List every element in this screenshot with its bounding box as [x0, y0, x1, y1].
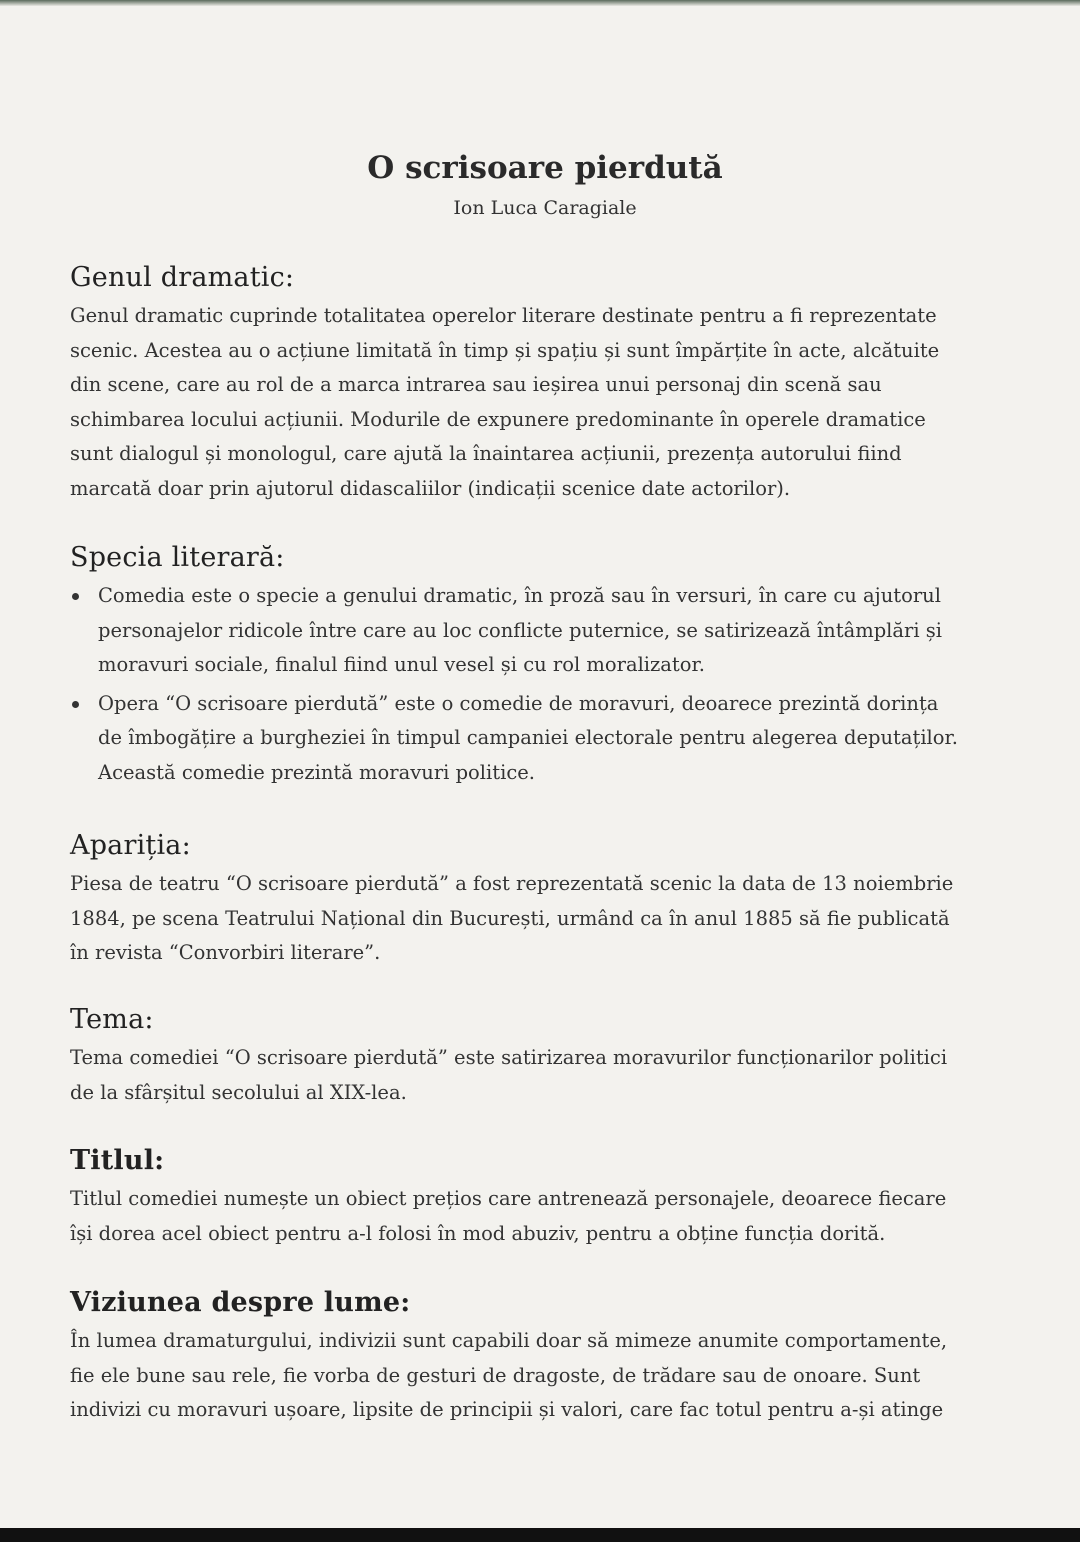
- text-line: indivizi cu moravuri ușoare, lipsite de principii și valori, care fac totul pentru a-și atinge: [70, 1398, 944, 1421]
- text-line: Genul dramatic cuprinde totalitatea operelor literare destinate pentru a fi reprezentate: [70, 304, 937, 327]
- text-line: Comedia este o specie a genului dramatic, în proză sau în versuri, în care cu ajutorul: [98, 584, 941, 607]
- page-bottom-edge: [0, 1528, 1080, 1542]
- document-title: O scrisoare pierdută: [367, 150, 723, 186]
- text-line: își dorea acel obiect pentru a-l folosi în mod abuziv, pentru a obține funcția dorită.: [70, 1221, 886, 1245]
- text-line: scenic. Acestea au o acțiune limitată în timp și spațiu și sunt împărțite în acte, alcătuite: [70, 338, 940, 362]
- section-genul-dramatic: [70, 262, 1020, 506]
- text-line: fie ele bune sau rele, fie vorba de gesturi de dragoste, de trădare sau de onoare. Sunt: [70, 1363, 921, 1387]
- text-line: Tema comediei “O scrisoare pierdută” este satirizarea moravurilor funcționarilor politici: [70, 1046, 948, 1069]
- document-author: Ion Luca Caragiale: [453, 197, 637, 219]
- text-line: Titlul comediei numește un obiect prețios care antrenează personajele, deoarece fiecare: [70, 1187, 947, 1210]
- text-line: moravuri sociale, finalul fiind unul vesel și cu rol moralizator.: [98, 653, 705, 676]
- bullet-list: [70, 579, 1020, 790]
- section-tema: [70, 1004, 1020, 1110]
- section-titlul: [70, 1145, 1020, 1251]
- section-specia-literara: [70, 542, 1020, 790]
- page-top-edge: [0, 0, 1080, 6]
- text-line: În lumea dramaturgului, indivizii sunt capabili doar să mimeze anumite comportamente,: [70, 1329, 948, 1352]
- text-line: de îmbogățire a burgheziei în timpul campaniei electorale pentru alegerea deputaților.: [98, 726, 958, 749]
- section-heading: Apariția:: [70, 830, 191, 861]
- list-item: [70, 579, 1020, 683]
- section-aparitia: [70, 830, 1020, 971]
- section-viziunea: [70, 1287, 1020, 1428]
- section-heading: Viziunea despre lume:: [70, 1287, 411, 1318]
- text-line: sunt dialogul și monologul, care ajută la înaintarea acțiunii, prezența autorului fiind: [70, 442, 902, 465]
- section-heading: Tema:: [70, 1004, 154, 1035]
- text-line: Piesa de teatru “O scrisoare pierdută” a fost reprezentată scenic la data de 13 noiembrie: [70, 872, 954, 895]
- text-line: 1884, pe scena Teatrului Național din București, urmând ca în anul 1885 să fie publicată: [70, 906, 950, 930]
- text-line: din scene, care au rol de a marca intrarea sau ieșirea unui personaj din scenă sau: [70, 373, 882, 396]
- text-line: Această comedie prezintă moravuri politice.: [98, 760, 535, 784]
- section-heading: Genul dramatic:: [70, 262, 295, 293]
- list-item: [70, 687, 1020, 791]
- text-line: de la sfârșitul secolului al XIX-lea.: [70, 1080, 407, 1104]
- text-line: schimbarea locului acțiunii. Modurile de expunere predominante în operele dramatice: [70, 407, 926, 431]
- text-line: în revista “Convorbiri literare”.: [70, 941, 381, 964]
- section-heading: Specia literară:: [70, 542, 285, 573]
- text-line: marcată doar prin ajutorul didascaliilor (indicații scenice date actorilor).: [70, 476, 791, 500]
- text-line: personajelor ridicole între care au loc conflicte puternice, se satirizează întâmplări și: [98, 618, 943, 642]
- text-line: Opera “O scrisoare pierdută” este o comedie de moravuri, deoarece prezintă dorința: [98, 691, 939, 715]
- section-heading: Titlul:: [70, 1145, 165, 1176]
